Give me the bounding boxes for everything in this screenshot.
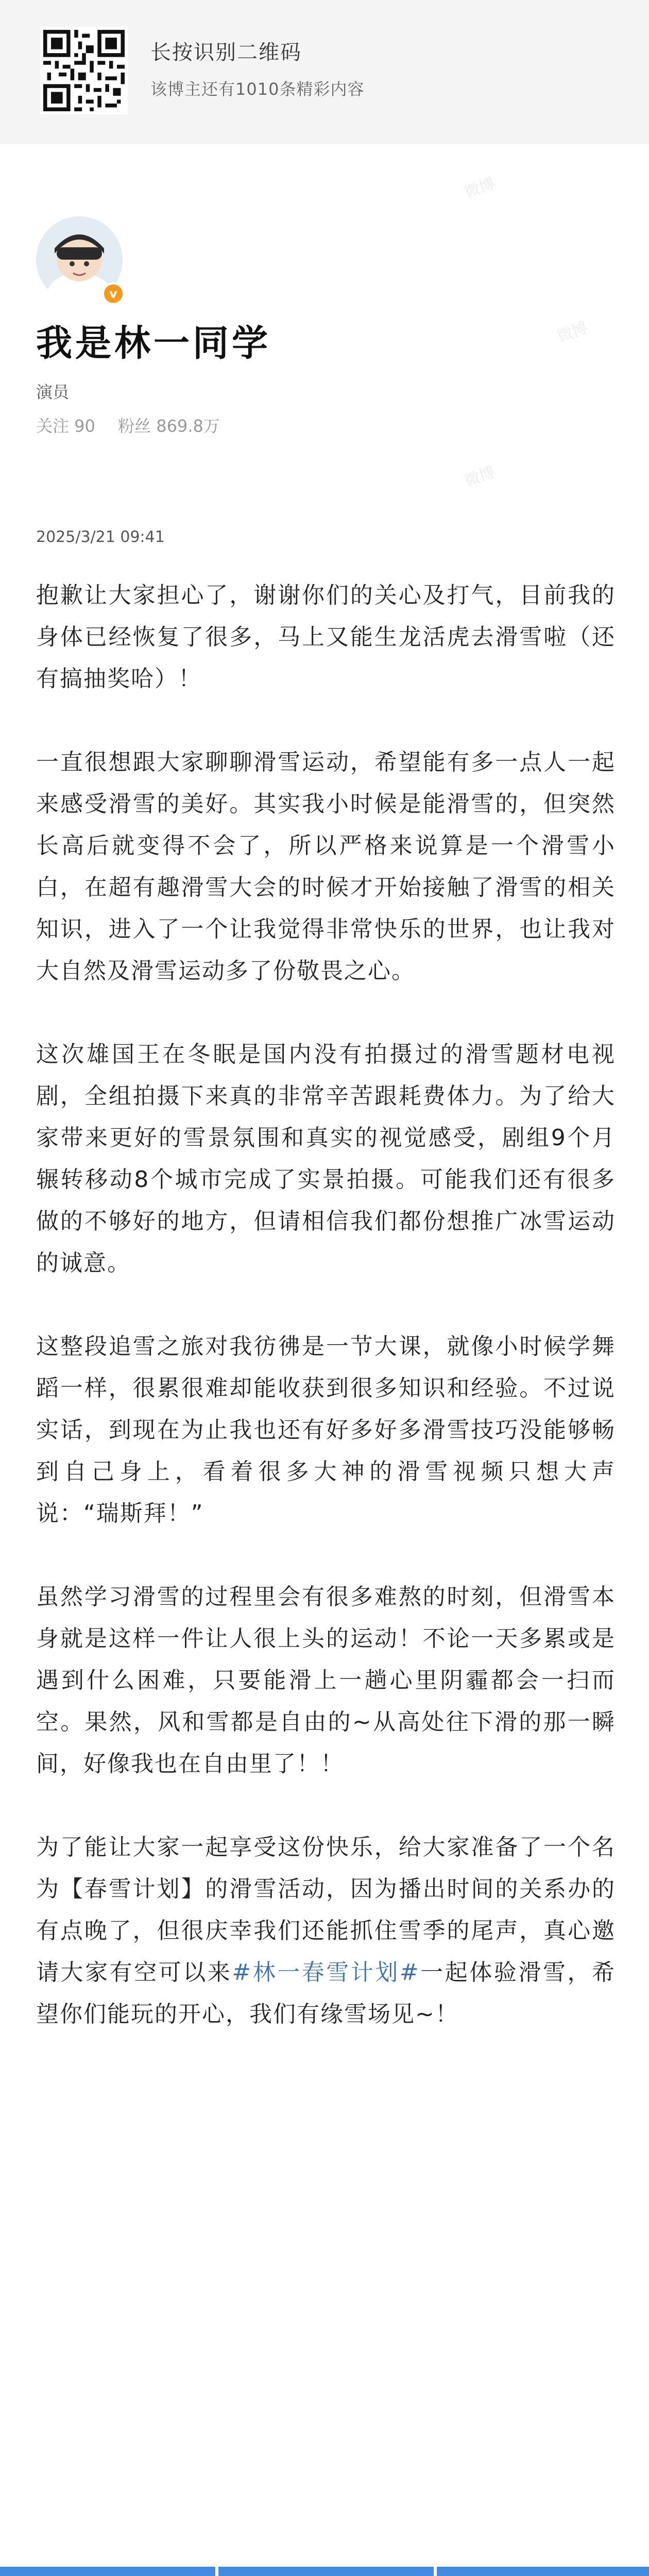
post-paragraph xyxy=(36,1826,616,2035)
watermark: 微博 xyxy=(462,174,498,202)
banner-subtitle: 该博主还有1010条精彩内容 xyxy=(150,79,365,99)
watermark: 微博 xyxy=(462,463,498,490)
photo-grid xyxy=(0,2567,649,2576)
banner-title: 长按识别二维码 xyxy=(150,41,302,64)
profile-role: 演员 xyxy=(36,382,70,402)
post-text: 一起体验滑雪，希望你们能玩的开心，我们有缘雪场见~！ xyxy=(36,1959,616,2027)
post-text: 为了能让大家一起享受这份快乐，给大家准备了一个名为【春雪计划】的滑雪活动，因为播出时间的关系办的有点晚了，但很庆幸我们还能抓住雪季的尾声，真心邀请大家有空可以来 xyxy=(36,1834,616,1986)
watermark: 微博 xyxy=(555,318,590,346)
post-paragraph: 虽然学习滑雪的过程里会有很多难熬的时刻，但滑雪本身就是这样一件让人很上头的运动！不论一天多累或是遇到什么困难，只要能滑上一趟心里阴霾都会一扫而空。果然，风和雪都是自由的~从高处往下滑的那一瞬间，好像我也在自由里了！！ xyxy=(36,1584,616,1777)
following-count[interactable]: 关注 90 xyxy=(36,416,95,436)
photo-thumbnail[interactable] xyxy=(218,2567,434,2576)
profile-stats xyxy=(36,413,237,437)
post-paragraph: 这整段追雪之旅对我彷彿是一节大课，就像小时候学舞蹈一样，很累很难却能收获到很多知识和经验。不过说实话，到现在为止我也还有好多好多滑雪技巧没能够畅到自己身上，看着很多大神的滑雪视频只想大声说：“瑞斯拜！” xyxy=(36,1333,616,1527)
qr-code-icon[interactable] xyxy=(40,27,128,114)
post-paragraph: 这次雄国王在冬眠是国内没有拍摄过的滑雪题材电视剧，全组拍摄下来真的非常辛苦跟耗费体力。为了给大家带来更好的雪景氛围和真实的视觉感受，剧组9个月辗转移动8个城市完成了实景拍摄。可能我们还有很多做的不够好的地方，但请相信我们都份想推广冰雪运动的诚意。 xyxy=(36,1041,616,1276)
hashtag-link[interactable]: #林一春雪计划# xyxy=(232,1959,420,1986)
verified-badge-icon: v xyxy=(102,282,125,305)
followers-count[interactable]: 粉丝 869.8万 xyxy=(118,416,220,436)
qr-code-graphic xyxy=(43,30,125,111)
profile-name[interactable]: 我是林一同学 xyxy=(36,322,271,364)
photo-thumbnail[interactable] xyxy=(0,2567,215,2576)
post-date: 2025/3/21 09:41 xyxy=(36,528,165,546)
post-body xyxy=(36,574,616,2035)
post-paragraph: 抱歉让大家担心了，谢谢你们的关心及打气，目前我的身体已经恢复了很多，马上又能生龙活虎去滑雪啦（还有搞抽奖哈）！ xyxy=(36,582,616,692)
post-paragraph: 一直很想跟大家聊聊滑雪运动，希望能有多一点人一起来感受滑雪的美好。其实我小时候是能滑雪的，但突然长高后就变得不会了，所以严格来说算是一个滑雪小白，在超有趣滑雪大会的时候才开始接触了滑雪的相关知识，进入了一个让我觉得非常快乐的世界，也让我对大自然及滑雪运动多了份敬畏之心。 xyxy=(36,749,616,984)
top-qr-banner xyxy=(0,0,649,144)
photo-thumbnail[interactable] xyxy=(437,2567,649,2576)
